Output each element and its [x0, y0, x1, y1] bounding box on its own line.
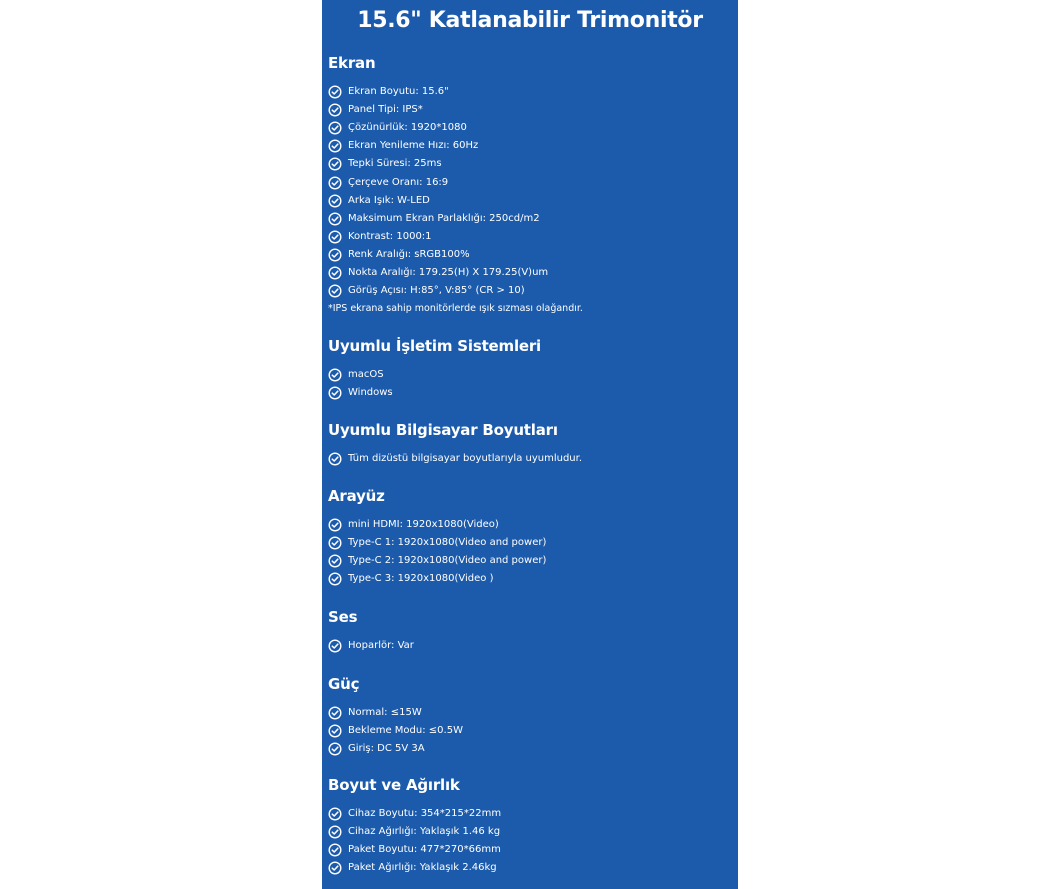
list-item-text: Ekran Boyutu: 15.6": [348, 86, 449, 98]
check-circle-icon: [328, 139, 342, 153]
spec-list: [328, 516, 546, 588]
list-item-text: Ekran Yenileme Hızı: 60Hz: [348, 140, 479, 152]
spec-section: [328, 775, 501, 877]
spec-list: [328, 704, 463, 758]
list-item: [328, 137, 583, 155]
list-item: [328, 570, 546, 588]
check-circle-icon: [328, 194, 342, 208]
list-item: [328, 282, 583, 300]
check-circle-icon: [328, 536, 342, 550]
spec-section: [328, 336, 541, 402]
list-item-text: Arka Işık: W-LED: [348, 194, 430, 206]
check-circle-icon: [328, 157, 342, 171]
list-item: [328, 173, 583, 191]
list-item-text: Renk Aralığı: sRGB100%: [348, 248, 470, 260]
list-item: [328, 552, 546, 570]
list-item: [328, 722, 463, 740]
list-item: [328, 228, 583, 246]
check-circle-icon: [328, 176, 342, 190]
section-heading: Ses: [328, 608, 358, 626]
spec-list: [328, 450, 582, 468]
spec-list: [328, 805, 501, 877]
list-item: [328, 264, 583, 282]
list-item-text: Windows: [348, 387, 393, 399]
list-item: [328, 366, 541, 384]
list-item-text: Bekleme Modu: ≤0.5W: [348, 725, 463, 737]
list-item-text: Type-C 3: 1920x1080(Video ): [348, 573, 494, 585]
check-circle-icon: [328, 572, 342, 586]
check-circle-icon: [328, 121, 342, 135]
check-circle-icon: [328, 386, 342, 400]
check-circle-icon: [328, 284, 342, 298]
list-item-text: Panel Tipi: IPS*: [348, 104, 423, 116]
list-item-text: Normal: ≤15W: [348, 707, 422, 719]
list-item: [328, 246, 583, 264]
list-item-text: Giriş: DC 5V 3A: [348, 743, 425, 755]
list-item: [328, 119, 583, 137]
check-circle-icon: [328, 368, 342, 382]
list-item: [328, 210, 583, 228]
check-circle-icon: [328, 639, 342, 653]
check-circle-icon: [328, 825, 342, 839]
spec-section: [328, 53, 583, 316]
list-item-text: Nokta Aralığı: 179.25(H) X 179.25(V)um: [348, 266, 549, 278]
list-item: [328, 155, 583, 173]
check-circle-icon: [328, 452, 342, 466]
check-circle-icon: [328, 861, 342, 875]
list-item: [328, 740, 463, 758]
spec-section: [328, 420, 582, 468]
section-heading: Uyumlu İşletim Sistemleri: [328, 337, 541, 355]
list-item: [328, 516, 546, 534]
check-circle-icon: [328, 724, 342, 738]
list-item-text: Tepki Süresi: 25ms: [348, 158, 442, 170]
list-item-text: Cihaz Boyutu: 354*215*22mm: [348, 808, 502, 820]
list-item: [328, 805, 501, 823]
list-item: [328, 192, 583, 210]
spec-list: [328, 366, 541, 402]
spec-section: [328, 607, 414, 655]
check-circle-icon: [328, 103, 342, 117]
section-heading: Arayüz: [328, 487, 385, 505]
section-heading: Uyumlu Bilgisayar Boyutları: [328, 421, 558, 439]
section-heading: Güç: [328, 675, 360, 693]
check-circle-icon: [328, 230, 342, 244]
check-circle-icon: [328, 85, 342, 99]
check-circle-icon: [328, 554, 342, 568]
spec-list: [328, 637, 414, 655]
list-item-text: Hoparlör: Var: [348, 640, 414, 652]
check-circle-icon: [328, 518, 342, 532]
list-item-text: Cihaz Ağırlığı: Yaklaşık 1.46 kg: [348, 826, 501, 838]
list-item: [328, 841, 501, 859]
section-heading: Ekran: [328, 54, 376, 72]
list-item-text: Type-C 1: 1920x1080(Video and power): [348, 537, 547, 549]
list-item-text: Kontrast: 1000:1: [348, 230, 432, 242]
check-circle-icon: [328, 843, 342, 857]
spec-section: [328, 674, 463, 758]
page-title: 15.6" Katlanabilir Trimonitör: [357, 8, 703, 33]
list-item: [328, 637, 414, 655]
list-item: [328, 83, 583, 101]
list-item: [328, 101, 583, 119]
check-circle-icon: [328, 248, 342, 262]
list-item-text: Maksimum Ekran Parlaklığı: 250cd/m2: [348, 212, 540, 224]
list-item: [328, 859, 501, 877]
list-item-text: Type-C 2: 1920x1080(Video and power): [348, 555, 547, 567]
spec-panel: [322, 0, 738, 889]
spec-list: [328, 83, 583, 300]
list-item-text: Paket Boyutu: 477*270*66mm: [348, 844, 501, 856]
list-item-text: Tüm dizüstü bilgisayar boyutlarıyla uyumludur.: [348, 453, 583, 465]
check-circle-icon: [328, 212, 342, 226]
spec-section: [328, 486, 546, 588]
check-circle-icon: [328, 706, 342, 720]
list-item: [328, 823, 501, 841]
list-item-text: Paket Ağırlığı: Yaklaşık 2.46kg: [348, 862, 497, 874]
check-circle-icon: [328, 807, 342, 821]
list-item-text: macOS: [348, 369, 384, 381]
section-heading: Boyut ve Ağırlık: [328, 776, 460, 794]
check-circle-icon: [328, 266, 342, 280]
check-circle-icon: [328, 742, 342, 756]
list-item-text: Çerçeve Oranı: 16:9: [348, 176, 449, 188]
list-item: [328, 450, 582, 468]
list-item: [328, 704, 463, 722]
footnote: *IPS ekrana sahip monitörlerde ışık sızması olağandır.: [328, 303, 583, 315]
list-item-text: Görüş Açısı: H:85°, V:85° (CR > 10): [348, 285, 525, 297]
list-item-text: mini HDMI: 1920x1080(Video): [348, 519, 499, 531]
list-item: [328, 534, 546, 552]
list-item: [328, 384, 541, 402]
list-item-text: Çözünürlük: 1920*1080: [348, 122, 467, 134]
